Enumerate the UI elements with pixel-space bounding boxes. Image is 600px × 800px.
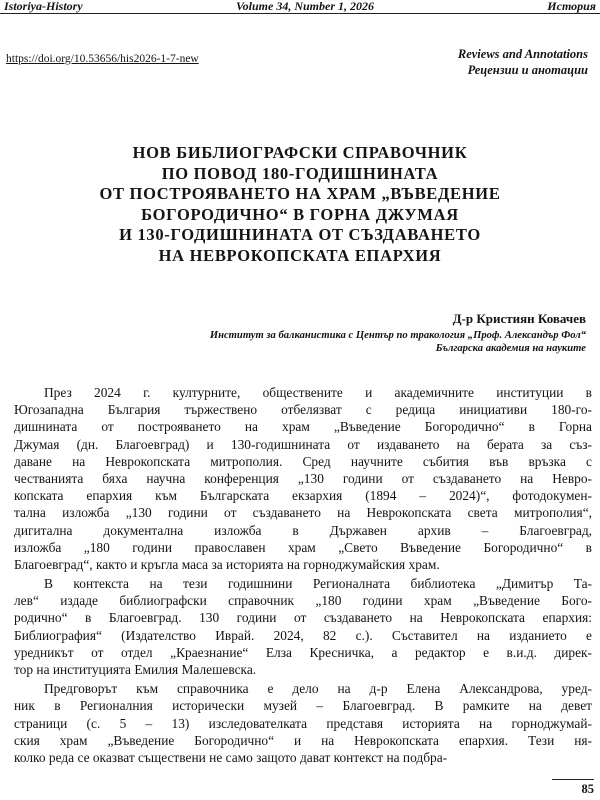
title-line: И 130-ГОДИШНИНАТА ОТ СЪЗДАВАНЕТО (119, 225, 481, 245)
section-label-bg: Рецензии и анотации (467, 63, 588, 77)
author-affiliation: Институт за балканистика с Център по тракология „Проф. Александър Фол“ (209, 330, 586, 341)
author-block (210, 310, 586, 355)
paragraph-line: честванията бяха научна конференция „130 години от създаването на Невро- (14, 470, 592, 486)
paragraph-line: тор на институцията Емилия Малешевска. (14, 662, 257, 677)
author-name: Д-р Кристиян Ковачев (452, 311, 586, 326)
paragraph-line: копската епархия към Българската екзархия (1894 – 2024)“, фотодокумен- (14, 488, 592, 504)
paragraph-line: Благоевград“, както и кръгла маса за историята на горноджумайския храм. (14, 556, 440, 572)
paragraph-line: В контекста на тези годишнини Регионалната библиотека „Димитър Та- (44, 576, 592, 592)
paragraph-line: страници (с. 5 – 13) изследователката представя историята на горноджумай- (14, 715, 592, 731)
section-label (458, 46, 588, 78)
paragraph-line: лев“ издаде библиографски справочник „180 години храм „Въведение Бого- (14, 593, 592, 609)
article-title (20, 143, 580, 267)
paragraph-line: дигитална документална изложба в Държавен архив – Благоевград, (14, 522, 592, 538)
running-header (0, 0, 600, 14)
paragraph-line: Библиография“ (Издателство Иврай. 2024, 82 с.). Съставител на изданието е (14, 627, 592, 643)
title-line: ПО ПОВОД 180-ГОДИШНИНАТА (161, 163, 439, 183)
title-line: БОГОРОДИЧНО“ В ГОРНА ДЖУМАЯ (141, 204, 459, 224)
paragraph-line: уредникът от отдел „Краезнание“ Елза Кресничка, а редактор е в.и.д. дирек- (14, 644, 592, 660)
paragraph-line: ник в Регионалния исторически музей – Благоевград. В рамките на девет (14, 698, 592, 714)
paragraph-line: тална изложба „130 години от създаването на Неврокопската света митрополия“, (14, 505, 592, 521)
article-body (14, 384, 592, 766)
paragraph-line: даване на Неврокопската митрополия. Сред научните събития във връзка с (14, 453, 592, 469)
paragraph-line: дишнината от построяването на храм „Въведение Богородично“ в Горна (14, 419, 592, 435)
page-number: 85 (552, 779, 595, 797)
section-label-en: Reviews and Annotations (457, 47, 588, 61)
doi-link[interactable]: https://doi.org/10.53656/his2026-1-7-new (6, 53, 199, 65)
paragraph-line: Джумая (дн. Благоевград) и 130-годишнината от издаването на берата за съз- (14, 436, 592, 452)
title-line: ОТ ПОСТРОЯВАНЕТО НА ХРАМ „ВЪВЕДЕНИЕ (99, 184, 501, 204)
paragraph-line: Предговорът към справочника е дело на д-р Елена Александрова, уред- (44, 681, 592, 697)
paragraph-line: изложба „180 години православен храм „Свето Въведение Богородично“ в (14, 539, 592, 555)
title-line: НОВ БИБЛИОГРАФСКИ СПРАВОЧНИК (132, 143, 468, 162)
paragraph-line: ския храм „Въведение Богородично“ и на Неврокопската епархия. Тези ня- (14, 732, 592, 748)
paragraph-line: колко реда се оказват съществени не само защото дават контекст на подбра- (14, 749, 448, 765)
volume-issue: Volume 34, Number 1, 2026 (236, 0, 375, 13)
paragraph-line: Югозападна България тържествено отбелязват с редица инициативи 180-го- (14, 402, 592, 418)
author-academy: Българска академия на науките (435, 343, 586, 354)
journal-name-bg: История (547, 0, 596, 13)
paragraph-line: През 2024 г. културните, обществените и академичните институции в (44, 385, 592, 400)
title-line: НА НЕВРОКОПСКАТА ЕПАРХИЯ (158, 245, 442, 265)
paragraph-line: родично“ в Благоевград. 130 години от създаването на Неврокопската епархия: (14, 610, 592, 626)
journal-name: Istoriya-History (4, 0, 83, 13)
